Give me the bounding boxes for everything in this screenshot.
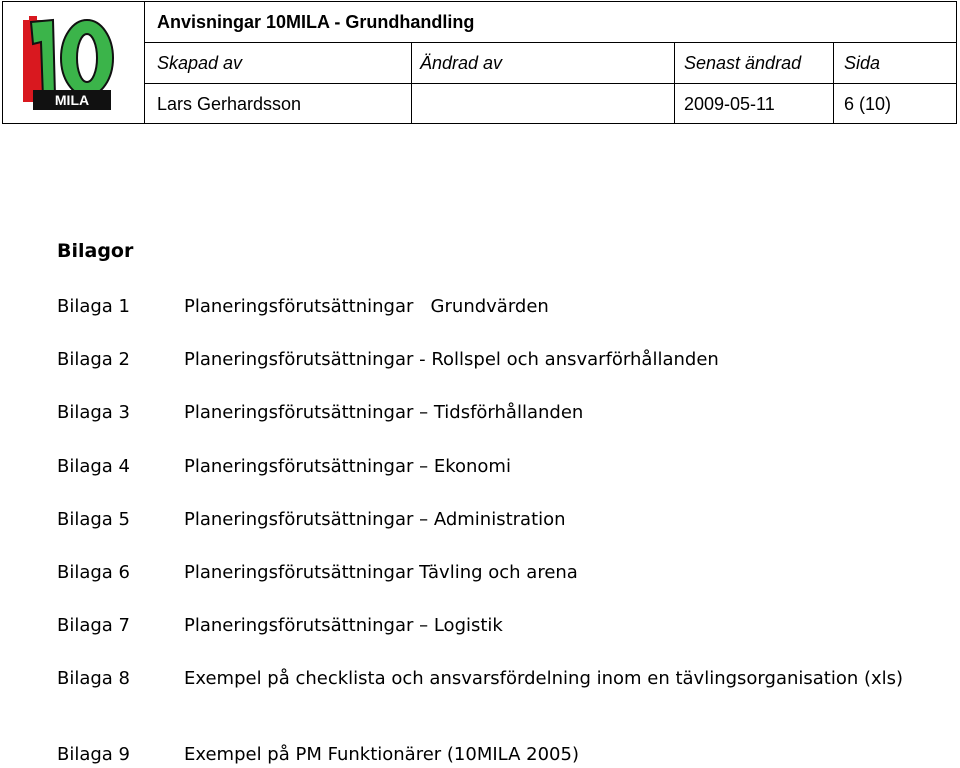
page-label: Sida <box>844 53 881 73</box>
document-title: Anvisningar 10MILA - Grundhandling <box>157 12 475 32</box>
appendix-label: Bilaga 8 <box>57 668 131 689</box>
header-divider <box>411 42 412 123</box>
appendix-title: Planeringsförutsättningar - Rollspel och ansvarförhållanden <box>184 349 719 370</box>
appendix-title: Planeringsförutsättningar Tävling och arena <box>184 562 578 583</box>
header-divider <box>145 42 956 43</box>
appendix-title: Planeringsförutsättningar – Tidsförhållanden <box>184 402 584 423</box>
page-number-value: 6 (10) <box>844 94 892 114</box>
created-by-label: Skapad av <box>157 53 243 73</box>
appendix-label: Bilaga 4 <box>57 456 131 477</box>
appendix-label: Bilaga 2 <box>57 349 131 370</box>
appendix-label: Bilaga 3 <box>57 402 131 423</box>
last-changed-value: 2009-05-11 <box>684 94 775 114</box>
appendix-title: Planeringsförutsättningar – Ekonomi <box>184 456 511 477</box>
header-divider <box>674 42 675 123</box>
appendix-label: Bilaga 9 <box>57 744 131 765</box>
appendix-title: Exempel på checklista och ansvarsfördelning inom en tävlingsorganisation (xls) <box>184 668 904 689</box>
last-changed-label: Senast ändrad <box>684 53 802 73</box>
appendix-label: Bilaga 7 <box>57 615 131 636</box>
header-divider <box>145 83 956 84</box>
created-by-value: Lars Gerhardsson <box>157 94 302 114</box>
logo-cell <box>3 2 145 123</box>
section-heading: Bilagor <box>57 240 134 262</box>
appendix-label: Bilaga 5 <box>57 509 131 530</box>
appendix-title: Planeringsförutsättningar Grundvärden <box>184 296 549 317</box>
appendix-title: Planeringsförutsättningar – Administration <box>184 509 566 530</box>
logo-word: MILA <box>54 92 90 108</box>
10mila-logo-icon <box>19 14 129 114</box>
document-header <box>2 1 957 124</box>
appendix-title: Planeringsförutsättningar – Logistik <box>184 615 503 636</box>
appendix-title: Exempel på PM Funktionärer (10MILA 2005) <box>184 744 579 765</box>
changed-by-label: Ändrad av <box>420 53 503 73</box>
appendix-label: Bilaga 6 <box>57 562 131 583</box>
appendix-label: Bilaga 1 <box>57 296 131 317</box>
header-divider <box>833 42 834 123</box>
